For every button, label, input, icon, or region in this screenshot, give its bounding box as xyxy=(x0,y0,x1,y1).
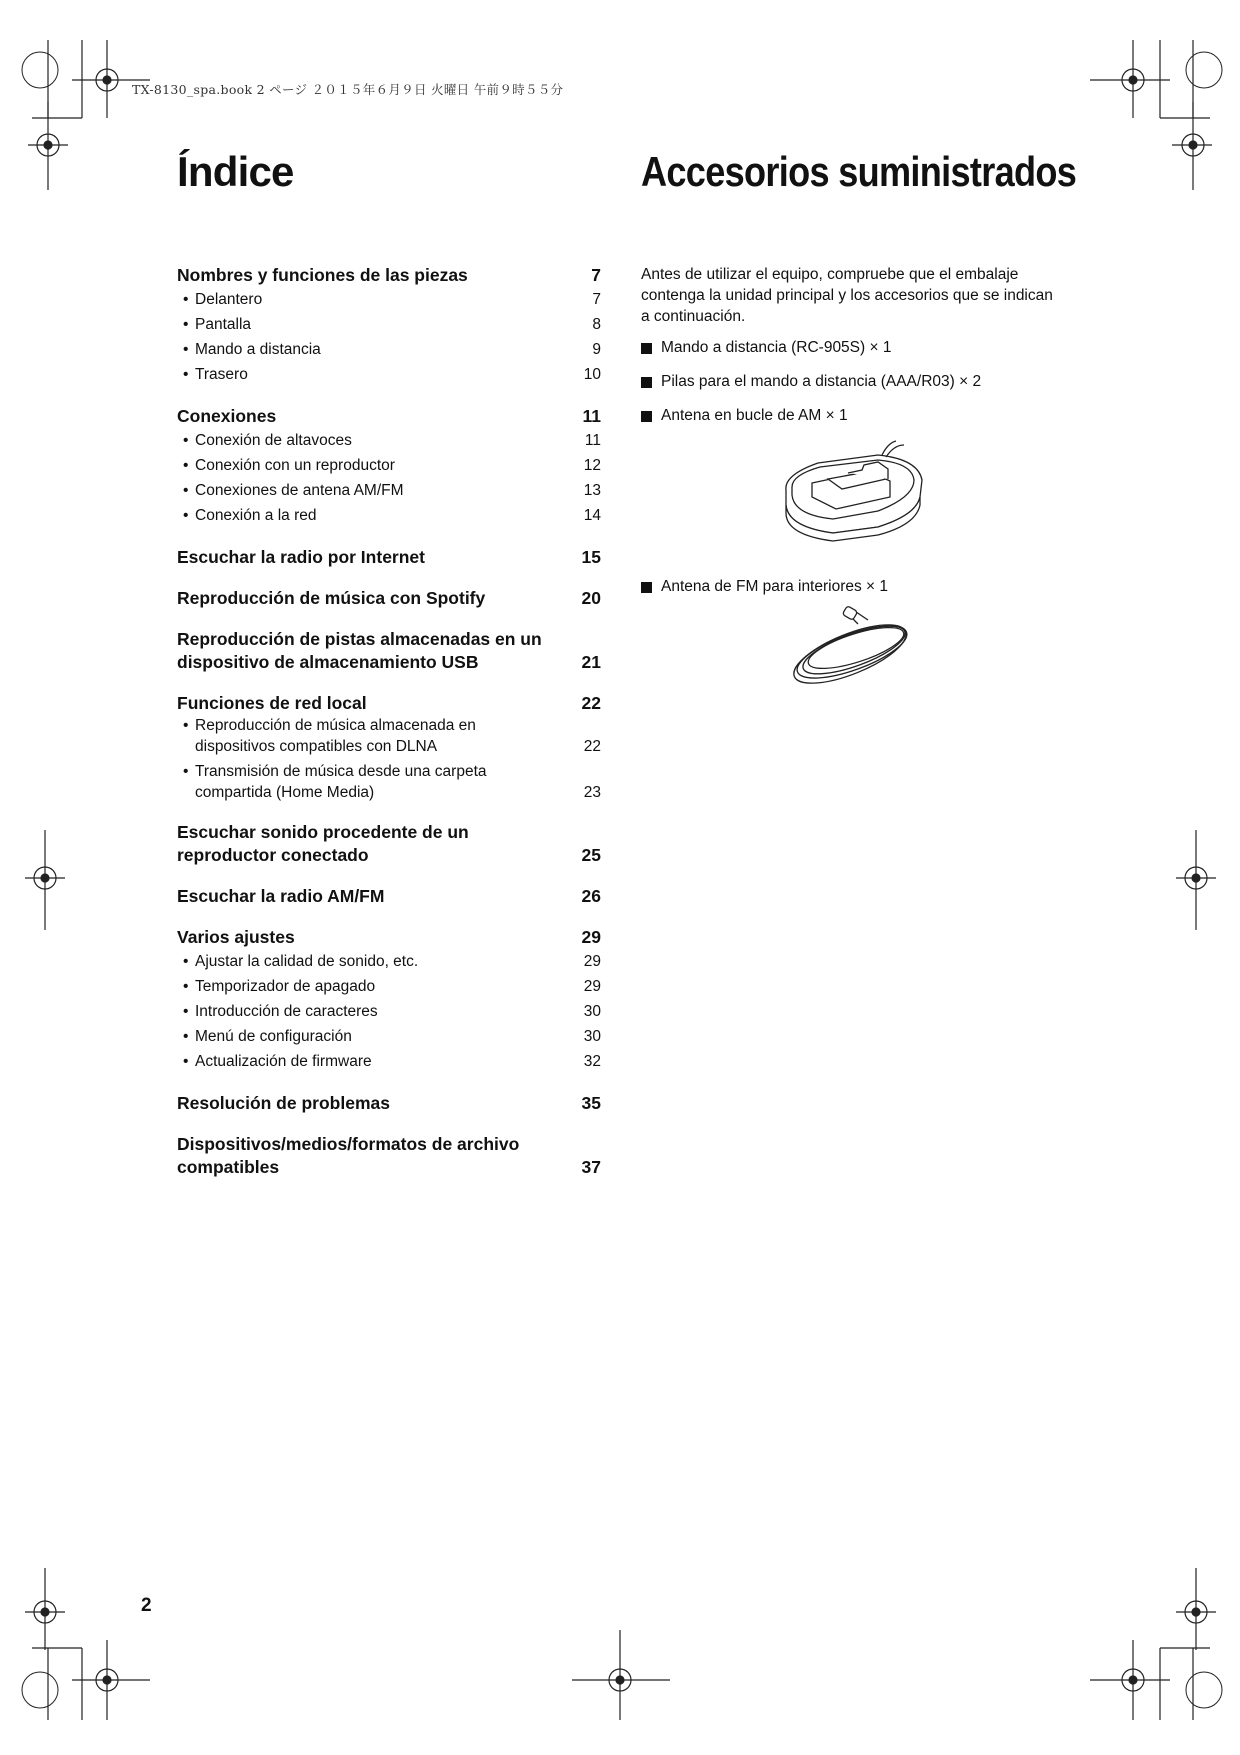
toc-item-page: 10 xyxy=(583,366,601,383)
toc-item-page: 32 xyxy=(583,1053,601,1070)
toc-section-title: Conexiones xyxy=(177,406,277,426)
toc-item-page: 30 xyxy=(583,1003,601,1020)
toc-section xyxy=(177,926,601,1074)
toc-item-page: 9 xyxy=(592,341,601,358)
toc-item-label: • Introducción de caracteres xyxy=(183,999,378,1024)
toc-item xyxy=(177,999,601,1024)
toc-section-heading xyxy=(177,546,601,569)
toc-item-label: • Conexión con un reproductor xyxy=(183,453,395,478)
accessories-heading: Accesorios suministrados xyxy=(641,148,1077,195)
toc-section xyxy=(177,546,601,569)
toc-page-number: 26 xyxy=(581,886,601,906)
toc-page-number: 15 xyxy=(581,547,601,567)
toc-page-number: 11 xyxy=(582,406,601,426)
toc-section-title: Funciones de red local xyxy=(177,693,367,713)
toc-section xyxy=(177,405,601,528)
toc-item xyxy=(177,428,601,453)
toc-item-page: 12 xyxy=(583,457,601,474)
accessory-label: Antena en bucle de AM × 1 xyxy=(661,407,848,424)
fm-indoor-antenna-illustration xyxy=(784,606,924,686)
toc-section-heading xyxy=(177,1092,601,1115)
accessory-label: Pilas para el mando a distancia (AAA/R03) × 2 xyxy=(661,373,982,390)
toc-item-page: 14 xyxy=(583,507,601,524)
toc-item-page: 23 xyxy=(583,784,601,801)
toc-section-title: Escuchar la radio por Internet xyxy=(177,547,425,567)
toc-section-heading xyxy=(177,628,601,674)
toc-item xyxy=(177,949,601,974)
toc-section xyxy=(177,821,601,867)
toc-item-label: • Ajustar la calidad de sonido, etc. xyxy=(183,949,418,974)
toc-section-heading xyxy=(177,821,601,867)
toc-item xyxy=(177,1024,601,1049)
toc-item-label: • Delantero xyxy=(183,287,262,312)
toc-section-title: Resolución de problemas xyxy=(177,1093,390,1113)
toc-section xyxy=(177,1092,601,1115)
toc-item-label: • Trasero xyxy=(183,362,248,387)
toc-page-number: 35 xyxy=(581,1093,601,1113)
toc-section-title: Dispositivos/medios/formatos de archivo compatibles xyxy=(177,1134,520,1177)
toc-item xyxy=(177,453,601,478)
toc-section xyxy=(177,1133,601,1179)
toc-section xyxy=(177,587,601,610)
table-of-contents xyxy=(177,264,601,1197)
toc-item-page: 29 xyxy=(583,953,601,970)
toc-item-page: 7 xyxy=(592,291,601,308)
toc-section-heading xyxy=(177,264,601,287)
toc-item-label: • Temporizador de apagado xyxy=(183,974,375,999)
toc-item-page: 30 xyxy=(583,1028,601,1045)
toc-section-heading xyxy=(177,405,601,428)
toc-item-page: 11 xyxy=(584,432,601,449)
toc-item xyxy=(177,761,601,803)
toc-item-label: • Actualización de firmware xyxy=(183,1049,372,1074)
accessory-label: Mando a distancia (RC-905S) × 1 xyxy=(661,339,892,356)
toc-section xyxy=(177,885,601,908)
toc-item-page: 29 xyxy=(583,978,601,995)
toc-item-page: 22 xyxy=(583,738,601,755)
square-bullet-icon xyxy=(641,411,652,422)
toc-section-title: Varios ajustes xyxy=(177,927,295,947)
toc-item xyxy=(177,312,601,337)
accessory-item-am-antenna xyxy=(641,405,1061,427)
toc-page-number: 7 xyxy=(591,265,601,285)
toc-item-label: • Transmisión de música desde una carpeta compartida (Home Media) xyxy=(183,761,555,803)
page-number: 2 xyxy=(141,1595,152,1616)
am-loop-antenna-illustration xyxy=(778,435,928,545)
toc-item-page: 8 xyxy=(592,316,601,333)
toc-item-page: 13 xyxy=(583,482,601,499)
toc-item xyxy=(177,287,601,312)
toc-section xyxy=(177,692,601,803)
toc-item-label: • Menú de configuración xyxy=(183,1024,352,1049)
toc-page-number: 25 xyxy=(581,845,601,865)
toc-section-heading xyxy=(177,587,601,610)
toc-item-label: • Pantalla xyxy=(183,312,251,337)
toc-section-heading xyxy=(177,885,601,908)
toc-section-heading xyxy=(177,926,601,949)
index-heading: Índice xyxy=(177,148,294,195)
toc-item xyxy=(177,715,601,757)
accessory-item-fm-antenna xyxy=(641,576,1061,598)
accessory-label: Antena de FM para interiores × 1 xyxy=(661,578,889,595)
toc-section-heading xyxy=(177,1133,601,1179)
toc-item-label: • Conexión de altavoces xyxy=(183,428,352,453)
toc-item xyxy=(177,974,601,999)
toc-item xyxy=(177,1049,601,1074)
accessory-item-batteries xyxy=(641,371,1061,393)
accessories-list xyxy=(641,264,1061,691)
toc-item-label: • Conexión a la red xyxy=(183,503,317,528)
accessory-item-remote xyxy=(641,337,1061,359)
toc-page-number: 22 xyxy=(581,693,601,713)
toc-item xyxy=(177,503,601,528)
toc-section-title: Escuchar sonido procedente de un reproductor conectado xyxy=(177,822,469,865)
accessories-intro: Antes de utilizar el equipo, compruebe que el embalaje contenga la unidad principal y los accesorios que se indican a continuación. xyxy=(641,266,1053,325)
toc-section xyxy=(177,628,601,674)
square-bullet-icon xyxy=(641,377,652,388)
toc-item-label: • Reproducción de música almacenada en dispositivos compatibles con DLNA xyxy=(183,715,555,757)
toc-section-heading xyxy=(177,692,601,715)
toc-section-title: Reproducción de música con Spotify xyxy=(177,588,486,608)
toc-section xyxy=(177,264,601,387)
toc-page-number: 20 xyxy=(581,588,601,608)
toc-section-title: Nombres y funciones de las piezas xyxy=(177,265,468,285)
toc-item xyxy=(177,478,601,503)
toc-item-label: • Mando a distancia xyxy=(183,337,321,362)
toc-page-number: 37 xyxy=(581,1157,601,1177)
toc-page-number: 21 xyxy=(581,652,601,672)
toc-item xyxy=(177,337,601,362)
square-bullet-icon xyxy=(641,582,652,593)
toc-section-title: Escuchar la radio AM/FM xyxy=(177,886,385,906)
toc-item-label: • Conexiones de antena AM/FM xyxy=(183,478,404,503)
square-bullet-icon xyxy=(641,343,652,354)
toc-page-number: 29 xyxy=(581,927,601,947)
toc-item xyxy=(177,362,601,387)
toc-section-title: Reproducción de pistas almacenadas en un dispositivo de almacenamiento USB xyxy=(177,629,542,672)
file-info-header: TX-8130_spa.book 2 ページ ２０１５年６月９日 火曜日 午前９時５５分 xyxy=(132,82,564,97)
